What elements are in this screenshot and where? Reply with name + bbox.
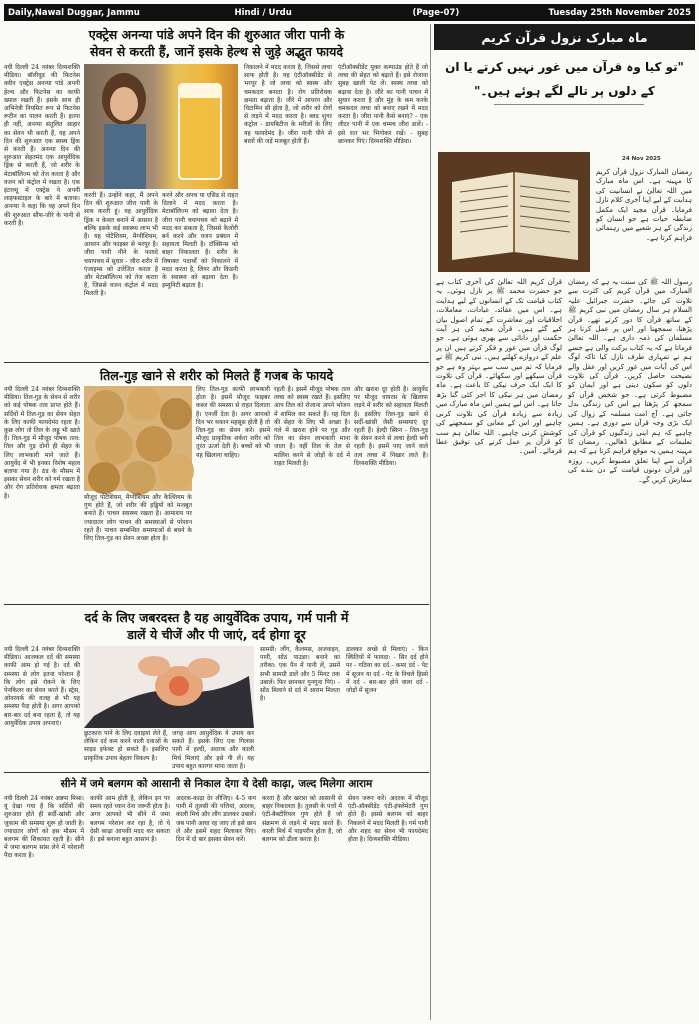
column-text: तिल-गुड़ में मौजूद पोषक तत्व: तिल और गुड़ दोनों ही सेहत के लिए लाभकारी माने जाते हैं। आयुर्वेद में भी इनका विशेष महत्व बताया गया है। ठंड के मौसम में इसका सेवन शरीर को गर्म रखता है और रोग प्रतिरोधक क्षमता बढ़ाता है। — [4, 435, 81, 500]
masthead — [4, 4, 695, 21]
article-column: अदरक-काढ़ा देर लीजिए। 4-5 कप पानी में तुलसी की पत्तियां, अदरक, काली मिर्च और लौंग डालकर उबालें। जब पानी आधा रह जाए तो इसे छान लें और इसमें शहद मिलाकर पिएं। दिन में दो बार इसका सेवन करें। — [176, 795, 256, 844]
masthead-date: Tuesday 25th November 2025 — [548, 7, 691, 18]
urdu-date: 24 Nov 2025 — [622, 156, 661, 162]
article-column: करने और अपच या एसिड से राहत दिलाने में मदद करता है। मेटाबॉलिज्म को बढ़ावा देता है। जीरा पानी चयापचय को बढ़ाने में मदद कर सकता है, जिससे कैलोरी बर्न करने और वजन प्रबंधन में सहायता मिलती है। टॉक्सिन्स को बाहर निकालता है। शरीर के विषाक्त पदार्थों को निकालने में मदद करता है, लिवर और किडनी के स्वास्थ्य को बढ़ावा देता है। इम्युनिटी बढ़ाता है। — [162, 192, 238, 290]
masthead-language: Hindi / Urdu — [234, 7, 292, 18]
urdu-banner: ماہ مبارک نزول قرآن کریم — [434, 24, 695, 50]
article-headline — [4, 24, 429, 61]
urdu-section — [434, 24, 695, 1020]
article-column: नयी दिल्ली 24 नवंबर अन्नपा मिश्रा। यूं देखा गया है कि सर्दियों की शुरुआत होते ही सर्दी-खांसी और जुकाम की समस्या शुरू हो जाती है। ज्यादातर लोगों को इस मौसम में बलगम की शिकायत रहती है। सीने में जमा बलगम सांस लेने में परेशानी पैदा करता है। — [4, 795, 84, 860]
urdu-headline-line: "تو کیا وہ قرآن میں غور نہیں کرتے یا ان — [445, 60, 684, 74]
urdu-column: رسول اللہ ﷺ کی سنت یہ ہے کہ رمضان المبارک میں قرآن کریم کی کثرت سے تلاوت کی جائے۔ حضرت جبرائیل علیہ السلام ہر سال رمضان میں نبی کریم ﷺ کے ساتھ قرآن کا دور کرتے تھے۔ قرآن پڑھنا، سمجھنا اور اس پر عمل کرنا ہر مسلمان کی ذمہ داری ہے۔ اللہ تعالیٰ فرماتا ہے کہ یہ کتاب برکت والی ہے جسے ہم نے تمہاری طرف نازل کیا تاکہ لوگ اس کی آیات میں غور کریں اور عقل والے نصیحت حاصل کریں۔ قرآن کی تلاوت دلوں کو سکون دیتی ہے اور ایمان کو مضبوط کرتی ہے۔ جو شخص قرآن کو سمجھ کر پڑھتا ہے اس کی زندگی بدل جاتی ہے۔ آج امت مسلمہ کے زوال کی ایک بڑی وجہ قرآن سے دوری ہے۔ ہمیں چاہیے کہ ہم اپنی زندگیوں کو قرآن کی تعلیمات کے مطابق ڈھالیں۔ رمضان کا مہینہ ہمیں یہ موقع فراہم کرتا ہے کہ ہم قرآن سے اپنا تعلق مضبوط کریں۔ روزہ اور قرآن دونوں قیامت کے دن بندے کی سفارش کریں گے۔ — [568, 278, 692, 484]
headline-line: एक्ट्रेस अनन्या पांडे अपने दिन की शुरुआत जीरा पानी के — [88, 27, 345, 42]
article-column: डालकर अच्छे से मिलाएं। - किन स्थितियों में फायदा: - सिर दर्द होने पर - गठिया का दर्द - कमर दर्द - पेट में सूजन या दर्द - पेट के निचले हिस्से में दर्द - बार-बार होने वाला दर्द - जोड़ों में सूजन — [346, 646, 428, 695]
urdu-intro-text: رمضان المبارک نزول قرآن کریم کا مہینہ ہے۔ اس ماہ مبارک میں اللہ تعالیٰ نے انسانیت کی ہدایت کے لیے اپنا آخری کلام نازل فرمایا۔ قرآن مجید ایک مکمل ضابطہ حیات ہے جو انسان کو زندگی کے ہر شعبے میں رہنمائی فراہم کرتا ہے۔ — [596, 168, 692, 242]
article-pain-remedy — [4, 608, 429, 768]
knee-pain-photo — [84, 646, 254, 728]
article-til-gud — [4, 366, 429, 600]
article-headline: तिल-गुड़ खाने से शरीर को मिलते हैं गजब के फायदे — [99, 368, 334, 383]
article-column: निकालने में मदद करता है, जिससे त्वचा साफ होती है। यह एंटीऑक्सीडेंट से भरपूर है जो त्वचा को स्वस्थ और चमकदार बनाता है। रोग प्रतिरोधक क्षमता बढ़ाता है। जीरे में आयरन और विटामिन सी होता है, जो शरीर को रोगों से लड़ने में मदद करता है। ब्लड शुगर कंट्रोल - डायबिटीज के मरीजों के लिए यह फायदेमंद है। जीरा पानी पीने से बालों की जड़ें मजबूत होती हैं। — [244, 64, 332, 145]
article-column: जगह आप आयुर्वेदिक ये उपाय कर सकते हैं। इसके लिए एक गिलास पानी में हल्दी, अदरक और काली मिर्च मिलाएं और इसे पी लें। यह उपाय बहुत कारगर माना जाता है। — [172, 730, 254, 770]
article-column: करती हैं। उन्होंने कहा, मैं अपने दिन की शुरुआत जीरा पानी के साथ करती हूं। यह आयुर्वेदिक ड्रिंक न केवल बनाने में आसान है बल्कि इसके कई स्वास्थ्य लाभ भी हैं। यह पोटैशियम, मैग्नीशियम, आयरन और फाइबर से भरपूर है। जीरा पानी पीने के फायदे चयापचय में सुधार - जीरा शरीर में एंजाइम्स को उत्तेजित करता है और मेटाबॉलिज्म को तेज करता है, जिससे वजन कंट्रोल में मदद मिलती है। — [84, 192, 158, 298]
column-text: नयी दिल्ली 24 नवंबर दिव्यशक्ति मीडिया। तिल-गुड़ के सेवन से शरीर को कई पोषक तत्व प्राप्त होते हैं। सर्दियों में तिल-गुड़ का सेवन सेहत के लिए काफी फायदेमंद रहता है। कुछ लोग तो तिल के लड्डू भी खाते हैं। — [4, 386, 80, 443]
divider — [4, 604, 429, 605]
headline-line: दर्द के लिए जबरदस्त है यह आयुर्वेदिक उपाय, गर्म पानी में — [84, 610, 349, 625]
article-column: सामग्री: लौंग, कैलमस, अजवाइन, पानी, सोंठ पाउडर। बनाने का तरीका: एक पैन में पानी लें, उसमें सभी सामग्री डालें और 5 मिनट तक उबालें। फिर छानकर गुनगुना पिएं। - सोंठ मिलाने से दर्द में आराम मिलता है। — [260, 646, 340, 703]
column-separator — [430, 24, 431, 1020]
urdu-column: قرآن کریم اللہ تعالیٰ کی آخری کتاب ہے جو حضرت محمد ﷺ پر نازل ہوئی۔ یہ کتاب قیامت تک کے انسانوں کے لیے ہدایت ہے۔ اس میں عقائد، عبادات، معاملات، اخلاقیات اور معاشرت کے تمام اصول بیان کیے گئے ہیں۔ قرآن مجید کی ہر آیت حکمت اور دانائی سے بھری ہوئی ہے۔ جو لوگ قرآن میں غور و فکر کرتے ہیں ان پر علم کے دروازے کھلتے ہیں۔ نبی کریم ﷺ نے فرمایا کہ تم میں سب سے بہتر وہ ہے جو قرآن سیکھے اور سکھائے۔ قرآن کی تلاوت کا ایک ایک حرف نیکی کا باعث ہے۔ ماہ رمضان میں ہر نیکی کا اجر کئی گنا بڑھ جاتا ہے۔ اس لیے ہمیں اس ماہ مبارک میں زیادہ سے زیادہ قرآن کی تلاوت کرنی چاہیے اور اس کے معانی کو سمجھنے کی کوشش کرنی چاہیے۔ اللہ تعالیٰ ہم سب کو قرآن پر عمل کرنے کی توفیق عطا فرمائے۔ آمین۔ — [436, 278, 562, 456]
sesame-jaggery-photo — [84, 386, 192, 491]
article-column: छुटकारा पाने के लिए दवाइयां लेते हैं, लेकिन दर्द कम करने वाली दवाओं के साइड इफेक्ट हो सकते हैं। इसलिए प्राकृतिक उपाय बेहतर विकल्प है। — [84, 730, 168, 762]
masthead-title: Daily,Nawal Duggar, Jammu — [8, 7, 140, 18]
urdu-headline-line: کے دلوں پر تالے لگے ہوئے ہیں۔" — [474, 84, 655, 98]
article-column: करता है और खराश को आसानी से बाहर निकालता है। तुलसी के पत्तों में एंटी-बैक्टीरियल गुण होते हैं जो संक्रमण से लड़ने में मदद करते हैं। काली मिर्च में पाइपरीन होता है, जो बलगम को ढीला करता है। — [262, 795, 342, 844]
woman-with-drink-photo — [84, 64, 238, 189]
column-text: इतना ही नहीं, अनन्या संतुलित आहार का सेवन भी करती हैं, वह अपने दिन की शुरुआत एक स्वस्थ ड्रिंक से करती हैं। अनन्या दिन की शुरुआत सेहतमंद एक आयुर्वेदिक ड्रिंक से करती हैं, जो शरीर के मेटाबॉलिज्म को तेज करता है और वजन को कंट्रोल में रखता है। एक इंटरव्यू में एक्ट्रेस ने अपनी लाइफस्टाइल के बारे में बताया। अनन्या ने कहा कि वह अपने दिन की शुरुआत सौंफ-जीरे के पानी से करती हैं। — [4, 113, 80, 227]
article-column: मौजूद पोटैशियम, मैग्नीशियम और कैल्शियम के गुण होते हैं, जो शरीर की हड्डियों को मजबूत बनाते हैं। पाचन स्वास्थ्य रखता है। आमाशय पर ज्यादातर लोग पाचन की समस्याओं से परेशान रहते हैं। पाचन सम्बन्धित समस्याओं से बचने के लिए तिल-गुड़ का सेवन अच्छा होता है। — [84, 494, 192, 543]
article-column: काफी आम होती है, लेकिन इन पर समय रहते ध्यान देना जरूरी होता है। अगर आपको भी सीने में जमा बलगम परेशान कर रहा है, तो ये देसी काढ़ा आपकी मदद कर सकता है। इसे बनाना बहुत आसान है। — [90, 795, 170, 844]
article-headline — [4, 608, 429, 644]
divider — [4, 362, 429, 363]
article-jeera-water — [4, 24, 429, 359]
headline-line: सेवन से करती हैं, जानें इसके हेल्थ से जुड़े अद्भुत फायदे — [90, 43, 343, 59]
headline-line: डालें ये चीजें और पी जाएं, दर्द होगा दूर — [127, 626, 306, 642]
column-text: नयी दिल्ली 24 नवंबर दिव्यशक्ति मीडिया। बॉलीवुड की फिटनेस क्वीन एक्ट्रेस अनन्या पांडे अपनी हेल्थ और फिटनेस का काफी ख्याल रखती हैं। इसके साथ ही अभिनेत्री नियमित रूप से फिटनेस रूटीन का पालन करती हैं। — [4, 64, 80, 121]
article-column: एंटीऑक्सीडेंट युक्त कम्पाउंड होते हैं जो त्वचा की सेहत को बढ़ाते हैं। इसे रोजाना सुबह खाली पेट लें। स्वस्थ त्वचा को बढ़ावा देता है। जीरे का पानी पाचन में सुधार करता है और मुंह के कम करके चमकदार त्वचा को बनाए रखने में मदद करता है। जीरा पानी कैसे बनाएं? - एक लीटर पानी में एक चम्मच जीरा डालें। - इसे रात भर भिगोकर रखें। - सुबह छानकर पिएं। दिव्यशक्ति मीडिया। — [338, 64, 428, 145]
article-kadha — [4, 775, 429, 1020]
article-column — [4, 386, 80, 598]
divider — [494, 104, 644, 105]
article-column — [4, 64, 80, 356]
hindi-section — [4, 24, 429, 1020]
article-column: रहती है। इसमें मौजूद पोषक तत्व त्वचा को स्वस्थ रखते हैं। इसलिए आप तिल को रोजाना अपने भोजन में शामिल कर सकते हैं। यह दिल की सेहत के लिए भी अच्छा है। गले में खराश होने पर गुड़ और तिल का सेवन लाभकारी माना जाता है। वहीं तिल के तेल से मालिश करने से जोड़ों के दर्द में राहत मिलती है। — [274, 386, 350, 467]
quran-book-photo — [438, 152, 590, 272]
article-headline: सीने में जमे बलगम को आसानी से निकाल देगा ये देसी काढ़ा, जल्द मिलेगा आराम — [60, 778, 373, 790]
divider — [4, 772, 429, 773]
article-column: नयी दिल्ली 24 नवंबर दिव्यशक्ति मीडिया। आजकल दर्द की समस्या काफी आम हो गई है। दर्द की समस्या से लोग इतना परेशान हैं कि लोग इसे रोकने के लिए पेनकिलर का सेवन करते हैं। स्ट्रेस, ओवरवर्क की वजह से भी यह समस्या पैदा होती है। अगर आपको बार-बार दर्द बना रहता है, तो यह आयुर्वेदिक उपाय अपनाएं। — [4, 646, 80, 727]
article-column: और खराश दूर होती है। आयुर्वेद पर मौजूद वायरस के खिलाफ लड़ने में शरीर को सहायता मिलती है। इसलिए तिल-गुड़ खाने से सर्दी-खांसी जैसी समस्याएं दूर रहती हैं। हेल्दी स्किन - तिल-गुड़ के सेवन करने से त्वचा हेल्दी बनी रहती है। इसमें पाए जाने वाले तत्व त्वचा में निखार लाते हैं। दिव्यशक्ति मीडिया। — [354, 386, 428, 467]
article-column: सेवन जरूर करें। अदरक में मौजूद एंटी-ऑक्सीडेंट एंटी-इंफ्लेमेटरी गुण होते हैं। इससे बलगम को बाहर निकलने में मदद मिलती है। गर्म पानी और शहद का सेवन भी फायदेमंद होता है। दिव्यशक्ति मीडिया। — [348, 795, 428, 844]
article-column: लिए तिल-गुड़ काफी लाभकारी होता है। इसमें मौजूद फाइबर कब्ज की समस्या से राहत दिलाता है। एनर्जी देता है। अगर आपको दिन भर थकान महसूस होती है तो तिल-गुड़ का सेवन करें। इसमें मौजूद प्राकृतिक शर्करा शरीर को तुरंत ऊर्जा देती है। बच्चों को भी यह खिलाना चाहिए। — [196, 386, 270, 459]
masthead-page: (Page-07) — [412, 7, 460, 18]
